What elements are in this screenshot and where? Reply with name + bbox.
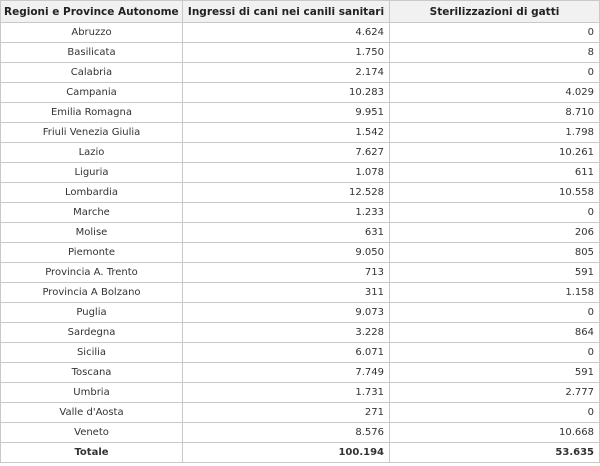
table-row [1,43,600,63]
dogs-cell: 8.576 [183,423,390,443]
table-header [1,1,600,23]
region-cell: Campania [1,83,183,103]
table-row [1,363,600,383]
dogs-cell: 6.071 [183,343,390,363]
cats-cell: 8 [390,43,600,63]
region-cell: Veneto [1,423,183,443]
cats-cell: 0 [390,23,600,43]
region-cell: Marche [1,203,183,223]
total-dogs: 100.194 [183,443,390,463]
cats-cell: 4.029 [390,83,600,103]
table-body [1,23,600,463]
total-label: Totale [1,443,183,463]
dogs-cell: 1.233 [183,203,390,223]
region-cell: Friuli Venezia Giulia [1,123,183,143]
table-row [1,183,600,203]
dogs-cell: 9.050 [183,243,390,263]
cats-cell: 0 [390,63,600,83]
cats-cell: 591 [390,363,600,383]
table-row [1,243,600,263]
dogs-cell: 631 [183,223,390,243]
table-row [1,163,600,183]
cats-cell: 206 [390,223,600,243]
region-cell: Abruzzo [1,23,183,43]
dogs-cell: 311 [183,283,390,303]
dogs-cell: 12.528 [183,183,390,203]
table-row [1,383,600,403]
region-cell: Liguria [1,163,183,183]
region-cell: Molise [1,223,183,243]
table-row [1,223,600,243]
cats-cell: 0 [390,403,600,423]
table-row [1,283,600,303]
total-row [1,443,600,463]
region-cell: Umbria [1,383,183,403]
region-cell: Calabria [1,63,183,83]
dogs-cell: 1.750 [183,43,390,63]
table-row [1,143,600,163]
table-row [1,403,600,423]
total-cats: 53.635 [390,443,600,463]
region-cell: Provincia A Bolzano [1,283,183,303]
region-cell: Puglia [1,303,183,323]
cats-cell: 0 [390,203,600,223]
cats-cell: 0 [390,303,600,323]
region-cell: Piemonte [1,243,183,263]
cats-cell: 8.710 [390,103,600,123]
dogs-cell: 3.228 [183,323,390,343]
dogs-cell: 10.283 [183,83,390,103]
region-cell: Valle d'Aosta [1,403,183,423]
column-header-cats[interactable]: Sterilizzazioni di gatti [390,1,600,23]
cats-cell: 591 [390,263,600,283]
dogs-cell: 1.542 [183,123,390,143]
cats-cell: 2.777 [390,383,600,403]
cats-cell: 1.798 [390,123,600,143]
cats-cell: 0 [390,343,600,363]
cats-cell: 10.668 [390,423,600,443]
table-row [1,343,600,363]
region-cell: Provincia A. Trento [1,263,183,283]
table-row [1,323,600,343]
cats-cell: 10.261 [390,143,600,163]
cats-cell: 864 [390,323,600,343]
region-cell: Emilia Romagna [1,103,183,123]
region-cell: Toscana [1,363,183,383]
dogs-cell: 9.951 [183,103,390,123]
table-row [1,123,600,143]
dogs-cell: 1.731 [183,383,390,403]
cats-cell: 1.158 [390,283,600,303]
dogs-cell: 2.174 [183,63,390,83]
table-row [1,83,600,103]
dogs-cell: 713 [183,263,390,283]
table-row [1,63,600,83]
table-row [1,263,600,283]
dogs-cell: 7.627 [183,143,390,163]
table-row [1,23,600,43]
dogs-cell: 9.073 [183,303,390,323]
cats-cell: 805 [390,243,600,263]
cats-cell: 611 [390,163,600,183]
header-row [1,1,600,23]
table-row [1,103,600,123]
region-cell: Sicilia [1,343,183,363]
dogs-cell: 271 [183,403,390,423]
dogs-cell: 7.749 [183,363,390,383]
table-row [1,423,600,443]
table-row [1,203,600,223]
region-cell: Sardegna [1,323,183,343]
dogs-cell: 1.078 [183,163,390,183]
column-header-region[interactable]: Regioni e Province Autonome [1,1,183,23]
region-cell: Basilicata [1,43,183,63]
dogs-cell: 4.624 [183,23,390,43]
cats-cell: 10.558 [390,183,600,203]
table-row [1,303,600,323]
region-cell: Lazio [1,143,183,163]
column-header-dogs[interactable]: Ingressi di cani nei canili sanitari [183,1,390,23]
region-cell: Lombardia [1,183,183,203]
